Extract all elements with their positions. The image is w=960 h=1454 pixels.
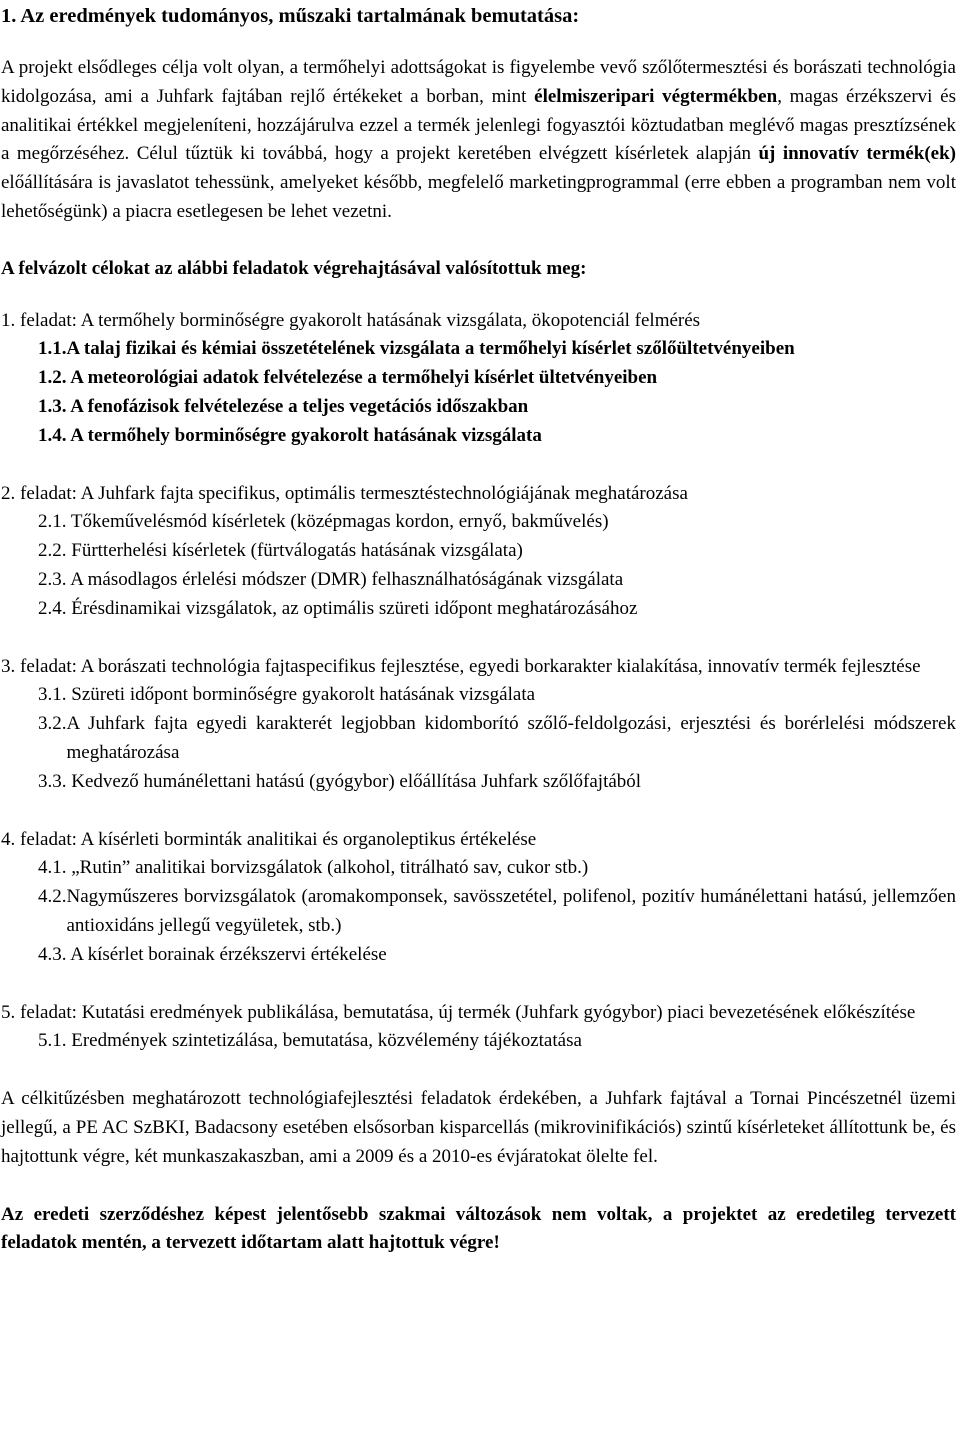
- subitem-number: 2.2.: [38, 540, 67, 562]
- task-title: 4. feladat: A kísérleti borminták analitikai és organoleptikus értékelése: [1, 828, 537, 850]
- spacer: [1, 797, 956, 826]
- subitem-text: Tőkeművelésmód kísérletek (középmagas kordon, ernyő, bakművelés): [66, 511, 609, 533]
- task-subitem: [1, 537, 956, 566]
- task-5: [1, 999, 956, 1057]
- spacer: [1, 1056, 956, 1085]
- subitem-text: A talaj fizikai és kémiai összetételének vizsgálata a termőhelyi kísérlet szőlőültetvényeiben: [66, 338, 795, 360]
- subitem-text: Szüreti időpont borminőségre gyakorolt hatásának vizsgálata: [66, 684, 536, 706]
- intro-bold-1: élelmiszeripari végtermékben: [534, 85, 778, 107]
- task-subitem: [1, 393, 956, 422]
- spacer: [1, 451, 956, 480]
- task-subitem: [1, 566, 956, 595]
- intro-paragraph: [1, 54, 956, 227]
- conclusion-paragraph: Az eredeti szerződéshez képest jelentősebb szakmai változások nem voltak, a projektet az eredetileg tervezett feladatok mentén, a tervezett időtartam alatt hajtottuk végre!: [1, 1203, 956, 1254]
- subitem-number: 1.4.: [38, 424, 67, 446]
- task-subitem: [1, 710, 956, 768]
- subitem-text: A kísérlet borainak érzékszervi értékelése: [66, 943, 387, 965]
- task-subitem: [1, 422, 956, 451]
- task-title: 1. feladat: A termőhely borminőségre gyakorolt hatásának vizsgálata, ökopotenciál felmérés: [1, 309, 701, 331]
- subitem-number: 5.1.: [38, 1030, 67, 1052]
- task-4: [1, 826, 956, 970]
- subitem-text: A meteorológiai adatok felvételezése a termőhelyi kísérlet ültetvényeiben: [66, 367, 658, 389]
- summary-paragraph: A célkitűzésben meghatározott technológiafejlesztési feladatok érdekében, a Juhfark fajtával a Tornai Pincészetnél üzemi jellegű, a PE AC SzBKI, Badacsony esetében elsősorban kisparcellás (mikrovinifikációs) szintű kísérleteket állítottunk be, és hajtottunk végre, két munkaszakaszban, ami a 2009 és a 2010-es évjáratokat ölelte fel.: [1, 1088, 956, 1167]
- task-subitem: [1, 1027, 956, 1056]
- subitem-number: 1.1.: [38, 338, 67, 360]
- task-subitem: [1, 364, 956, 393]
- subitem-number: 4.2.: [38, 886, 67, 908]
- subitem-number: 3.1.: [38, 684, 67, 706]
- subitem-number: 4.1.: [38, 857, 67, 879]
- spacer: [1, 1172, 956, 1201]
- spacer: [1, 970, 956, 999]
- intro-text-2: , magas érzékszervi és analitikai értékkel megjeleníteni, hozzájárulva ezzel a termék jelenlegi fogyasztói köztudatban meglévő magas presztízsének a megőrzéséhez. Célul tűztük ki továbbá, hogy a projekt keretében elvégzett kísérletek alapján: [1, 85, 956, 165]
- task-1: [1, 307, 956, 451]
- subitem-text: A Juhfark fajta egyedi karakterét legjobban kidomborító szőlő-feldolgozási, erjesztési és borérlelési módszerek meghatározása: [66, 713, 956, 763]
- subitem-number: 2.1.: [38, 511, 67, 533]
- subitem-number: 4.3.: [38, 943, 67, 965]
- task-subitem: [1, 681, 956, 710]
- subitem-text: Érésdinamikai vizsgálatok, az optimális szüreti időpont meghatározásához: [66, 597, 638, 619]
- subitem-text: A termőhely borminőségre gyakorolt hatásának vizsgálata: [66, 424, 542, 446]
- subitem-text: A másodlagos érlelési módszer (DMR) felhasználhatóságának vizsgálata: [66, 568, 624, 590]
- task-subitem: [1, 883, 956, 941]
- task-2: [1, 480, 956, 624]
- task-subitem: [1, 768, 956, 797]
- subitem-number: 2.4.: [38, 597, 67, 619]
- subitem-number: 1.2.: [38, 367, 67, 389]
- task-title: 3. feladat: A borászati technológia fajtaspecifikus fejlesztése, egyedi borkarakter kialakítása, innovatív termék fejlesztése: [1, 655, 921, 677]
- task-title: 2. feladat: A Juhfark fajta specifikus, optimális termesztéstechnológiájának meghatározása: [1, 482, 688, 504]
- section-heading: 1. Az eredmények tudományos, műszaki tartalmának bemutatása:: [1, 5, 580, 27]
- subitem-text: A fenofázisok felvételezése a teljes vegetációs időszakban: [66, 395, 529, 417]
- subitem-text: „Rutin” analitikai borvizsgálatok (alkohol, titrálható sav, cukor stb.): [66, 857, 589, 879]
- intro-bold-2: új innovatív termék(ek): [758, 143, 956, 165]
- subitem-number: 2.3.: [38, 568, 67, 590]
- subitem-text: Eredmények szintetizálása, bemutatása, közvélemény tájékoztatása: [66, 1030, 582, 1052]
- task-3: [1, 653, 956, 797]
- intro-text-3: előállítására is javaslatot tehessünk, amelyeket később, megfelelő marketingprogrammal (erre ebben a programban nem volt lehetőségünk) a piacra esetlegesen be lehet vezetni.: [1, 172, 956, 222]
- subitem-text: Fürtterhelési kísérletek (fürtválogatás hatásának vizsgálata): [66, 540, 523, 562]
- spacer: [1, 624, 956, 653]
- subitem-text: Nagyműszeres borvizsgálatok (aromakomponsek, savösszetétel, polifenol, pozitív humánélettani hatású, jellemzően antioxidáns jellegű vegyületek, stb.): [66, 886, 956, 936]
- task-subitem: [1, 335, 956, 364]
- tasks-heading: A felvázolt célokat az alábbi feladatok végrehajtásával valósítottuk meg:: [1, 257, 587, 279]
- subitem-number: 3.2.: [38, 713, 67, 735]
- subitem-text: Kedvező humánélettani hatású (gyógybor) előállítása Juhfark szőlőfajtából: [66, 770, 642, 792]
- task-subitem: [1, 595, 956, 624]
- task-subitem: [1, 508, 956, 537]
- task-title: 5. feladat: Kutatási eredmények publikálása, bemutatása, új termék (Juhfark gyógybor) piaci bevezetésének előkészítése: [1, 1001, 916, 1023]
- task-subitem: [1, 941, 956, 970]
- subitem-number: 1.3.: [38, 395, 67, 417]
- task-subitem: [1, 854, 956, 883]
- intro-text-1: A projekt elsődleges célja volt olyan, a termőhelyi adottságokat is figyelembe vevő szőlőtermesztési és borászati technológia kidolgozása, ami a Juhfark fajtában rejlő értékeket a borban, mint: [1, 57, 956, 107]
- subitem-number: 3.3.: [38, 770, 67, 792]
